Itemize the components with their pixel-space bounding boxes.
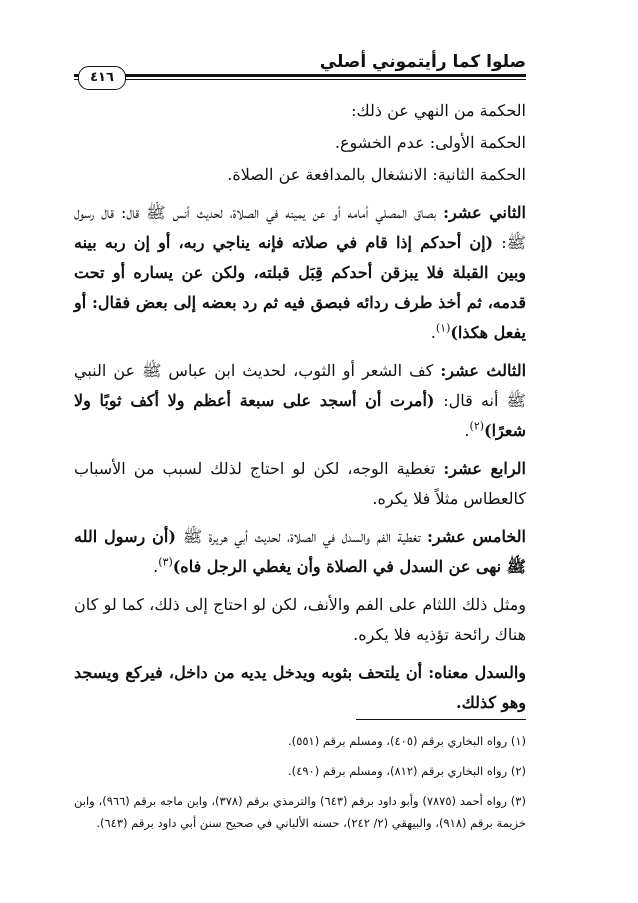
paragraph-tail: . <box>153 557 159 576</box>
paragraph <box>74 522 526 582</box>
paragraph <box>74 160 526 190</box>
paragraph-text: ومثل ذلك اللثام على الفم والأنف، لكن لو احتاج إلى ذلك، كما لو كان هناك رائحة تؤذيه فلا يكره. <box>74 595 526 644</box>
hadith-quote: (أن رسول الله ﷺ نهى عن السدل في الصلاة وأن يغطي الرجل فاه) <box>74 527 526 576</box>
paragraph-tail: . <box>430 323 436 342</box>
paragraph-text: تغطية الفم والسدل في الصلاة، لحديث أبي هريرة ﷺ <box>182 527 427 546</box>
paragraph-tail: . <box>464 421 470 440</box>
paragraph-text: بصاق المصلي أمامه أو عن يمينه في الصلاة، لحديث أنس ﷺ قال: قال رسول ﷺ: <box>74 203 526 252</box>
paragraph <box>74 198 526 348</box>
paragraph-text: الحكمة الأولى: عدم الخشوع. <box>334 133 526 152</box>
paragraph-lead: الخامس عشر: <box>426 527 526 546</box>
paragraph-lead: الرابع عشر: <box>443 459 527 478</box>
hadith-quote: (إن أحدكم إذا قام في صلاته فإنه يناجي ربه، أو إن ربه بينه وبين القبلة فلا يبزقن أحدكم قِبَل قبلته، ولكن عن يساره أو تحت قدمه، ثم أخذ طرف ردائه فبصق فيه ثم رد بعضه إلى بعض فقال: أو يفعل هكذا) <box>74 233 526 342</box>
header-rule-thin <box>74 79 526 80</box>
paragraph-text: تغطية الوجه، لكن لو احتاج لذلك لسبب من الأسباب كالعطاس مثلاً فلا يكره. <box>74 459 526 508</box>
footnote-ref[interactable]: (١) <box>435 321 451 335</box>
hadith-quote: (أمرت أن أسجد على سبعة أعظم ولا أكف ثوبًا ولا شعرًا) <box>74 391 526 440</box>
footnote-ref[interactable]: (٣) <box>158 555 173 569</box>
footnote: (٣) رواه أحمد (٧٨٧٥) وأبو داود برقم (٦٤٣) والترمذي برقم (٣٧٨)، وابن ماجه برقم (٩٦٦)، وابن خزيمة برقم (٩١٨)، والبيهقي (٢/ ٢٤٢)، حسنه الألباني في صحيح سنن أبي داود برقم (٦٤٣). <box>74 794 526 830</box>
paragraph <box>74 454 526 514</box>
paragraph-lead: الثالث عشر: <box>440 361 527 380</box>
paragraph-text: الحكمة من النهي عن ذلك: <box>351 101 526 120</box>
paragraph <box>74 590 526 650</box>
paragraph-text: الحكمة الثانية: الانشغال بالمدافعة عن الصلاة. <box>227 165 526 184</box>
paragraph <box>74 128 526 158</box>
paragraph-lead: والسدل معناه: <box>428 663 526 682</box>
paragraph <box>74 658 526 718</box>
footnote: (٢) رواه البخاري برقم (٨١٢)، ومسلم برقم (٤٩٠). <box>288 764 526 778</box>
paragraph-text: أن يلتحف بثوبه ويدخل يديه من داخل، فيركع ويسجد وهو كذلك. <box>74 663 526 712</box>
page-header <box>74 46 526 86</box>
paragraph-lead: الثاني عشر: <box>443 203 527 222</box>
footnote-divider <box>356 719 526 720</box>
footnotes <box>74 730 526 842</box>
paragraph-text: كف الشعر أو الثوب، لحديث ابن عباس ﷺ عن النبي ﷺ أنه قال: <box>74 361 526 410</box>
paragraph <box>74 356 526 446</box>
page-number: ٤١٦ <box>78 66 126 90</box>
header-rule-thick <box>74 74 526 77</box>
book-title: صلوا كما رأيتموني أصلي <box>319 52 526 72</box>
footnote-ref[interactable]: (٢) <box>469 419 485 433</box>
main-text <box>74 96 526 726</box>
footnote: (١) رواه البخاري برقم (٤٠٥)، ومسلم برقم (٥٥١). <box>288 734 526 748</box>
paragraph <box>74 96 526 126</box>
